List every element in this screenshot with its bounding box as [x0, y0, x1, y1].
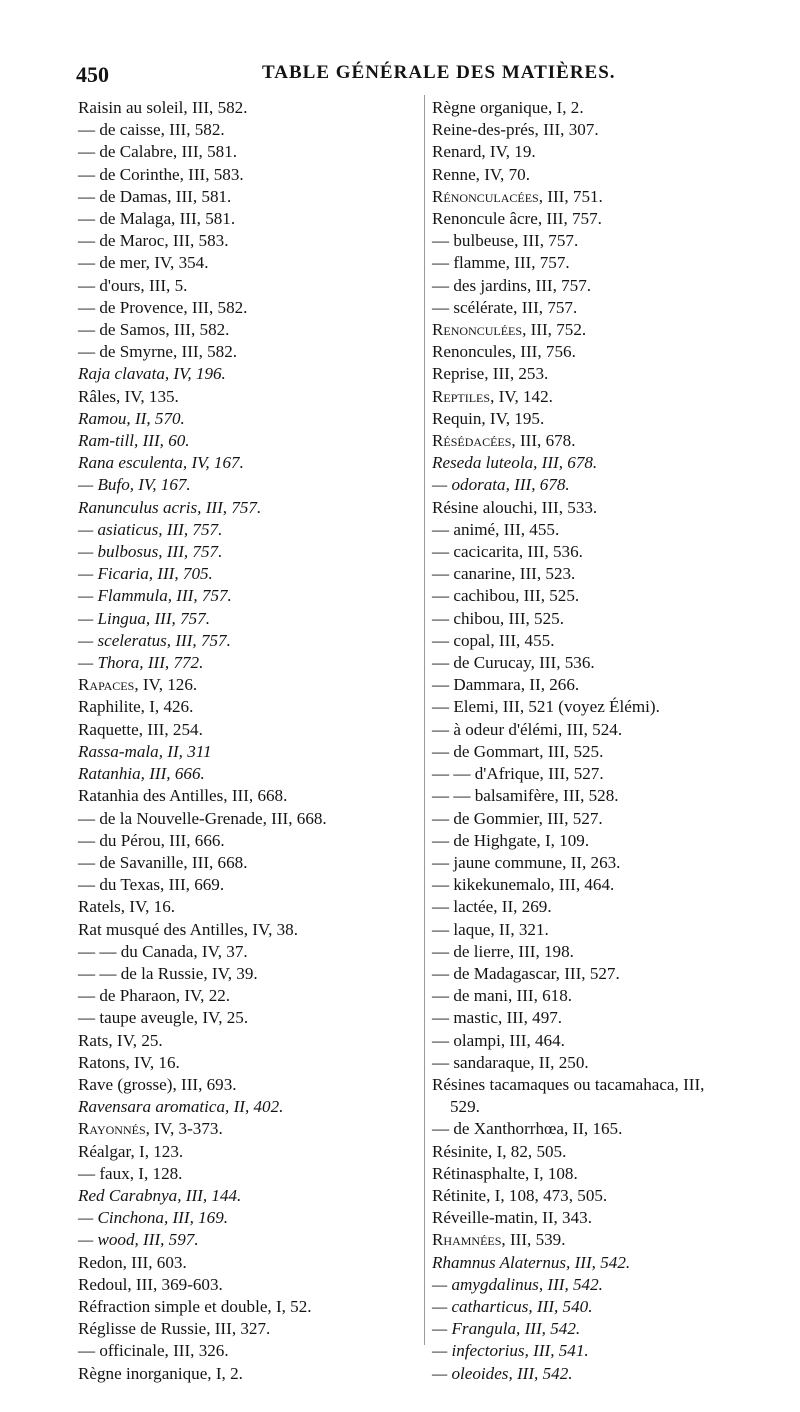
index-entry: Résines tacamaques ou tacamahaca, III,	[432, 1074, 705, 1094]
index-entry: Rapaces, IV, 126.	[78, 675, 198, 695]
index-entry: — de Gommart, III, 525.	[432, 741, 604, 761]
index-entry: — taupe aveugle, IV, 25.	[78, 1008, 249, 1028]
index-entry: — de mer, IV, 354.	[78, 253, 209, 273]
index-entry: — odorata, III, 678.	[432, 475, 570, 495]
index-entry: — du Pérou, III, 666.	[78, 830, 225, 850]
index-entry: Renoncules, III, 756.	[432, 342, 576, 362]
index-entry: — de Corinthe, III, 583.	[78, 164, 244, 184]
index-entry: — catharticus, III, 540.	[432, 1296, 593, 1316]
index-entry: — — du Canada, IV, 37.	[78, 941, 248, 961]
index-entry: — oleoides, III, 542.	[432, 1363, 573, 1383]
index-entry: — de mani, III, 618.	[432, 986, 573, 1006]
index-entry: Raisin au soleil, III, 582.	[78, 98, 248, 117]
index-entry: — canarine, III, 523.	[432, 564, 576, 584]
index-entry: 529.	[450, 1097, 480, 1117]
index-entry: — Thora, III, 772.	[78, 653, 204, 673]
index-entry: Rave (grosse), III, 693.	[78, 1074, 237, 1094]
index-entry: — copal, III, 455.	[432, 630, 555, 650]
index-entry: — — de la Russie, IV, 39.	[78, 963, 258, 983]
index-entry: — wood, III, 597.	[78, 1230, 199, 1250]
index-entry: — asiaticus, III, 757.	[78, 519, 223, 539]
index-entry: — Frangula, III, 542.	[432, 1319, 581, 1339]
index-entry: — amygdalinus, III, 542.	[432, 1274, 603, 1294]
index-entry: — de Smyrne, III, 582.	[78, 342, 238, 362]
index-entry: — de Samos, III, 582.	[78, 320, 230, 340]
index-entry: Rats, IV, 25.	[78, 1030, 163, 1050]
index-entry: Ratels, IV, 16.	[78, 897, 176, 917]
index-entry: Renard, IV, 19.	[432, 142, 536, 162]
index-entry: — de Madagascar, III, 527.	[432, 963, 620, 983]
index-entry: Rassa-mala, II, 311	[78, 741, 212, 761]
index-entry: Reprise, III, 253.	[432, 364, 549, 384]
index-entry: Résinite, I, 82, 505.	[432, 1141, 567, 1161]
index-entry: Raja clavata, IV, 196.	[78, 364, 226, 384]
index-entry: — flamme, III, 757.	[432, 253, 570, 273]
index-entry: — scélérate, III, 757.	[432, 297, 578, 317]
index-entry: Réalgar, I, 123.	[78, 1141, 184, 1161]
index-entry: — de Provence, III, 582.	[78, 297, 248, 317]
index-column-right	[432, 97, 784, 1385]
index-entry: Rayonnés, IV, 3-373.	[78, 1119, 223, 1139]
index-entry: Rhamnées, III, 539.	[432, 1230, 566, 1250]
index-entry: — Lingua, III, 757.	[78, 608, 211, 628]
index-entry: Rat musqué des Antilles, IV, 38.	[78, 919, 298, 939]
index-entry: — kikekunemalo, III, 464.	[432, 875, 615, 895]
index-entry: — — d'Afrique, III, 527.	[432, 764, 604, 784]
index-entry: — Cinchona, III, 169.	[78, 1208, 229, 1228]
index-entry: — officinale, III, 326.	[78, 1341, 229, 1361]
index-entry: — du Texas, III, 669.	[78, 875, 225, 895]
index-entry: Red Carabnya, III, 144.	[78, 1185, 242, 1205]
index-entry: — sceleratus, III, 757.	[78, 630, 231, 650]
index-entry: Renoncule âcre, III, 757.	[432, 209, 602, 229]
index-entry: Redon, III, 603.	[78, 1252, 187, 1272]
index-entry: Rétinite, I, 108, 473, 505.	[432, 1185, 608, 1205]
index-entry: — de la Nouvelle-Grenade, III, 668.	[78, 808, 327, 828]
index-entry: — sandaraque, II, 250.	[432, 1052, 589, 1072]
index-entry: — de Pharaon, IV, 22.	[78, 986, 231, 1006]
index-entry: — infectorius, III, 541.	[432, 1341, 589, 1361]
index-entry: — de Xanthorrhœa, II, 165.	[432, 1119, 623, 1139]
index-entry: — — balsamifère, III, 528.	[432, 786, 619, 806]
index-entry: — bulbeuse, III, 757.	[432, 231, 579, 251]
index-entry: Ram-till, III, 60.	[78, 431, 190, 451]
index-entry: Reine-des-prés, III, 307.	[432, 120, 599, 140]
index-entry: — Elemi, III, 521 (voyez Élémi).	[432, 697, 660, 717]
index-entry: Ratanhia, III, 666.	[78, 764, 205, 784]
index-entry: — Ficaria, III, 705.	[78, 564, 213, 584]
index-entry: — à odeur d'élémi, III, 524.	[432, 719, 623, 739]
index-entry: Rénonculacées, III, 751.	[432, 186, 603, 206]
index-entry: — Bufo, IV, 167.	[78, 475, 191, 495]
index-entry: — de Malaga, III, 581.	[78, 209, 236, 229]
index-entry: — de Calabre, III, 581.	[78, 142, 238, 162]
index-entry: Rana esculenta, IV, 167.	[78, 453, 244, 473]
index-entry: — cacicarita, III, 536.	[432, 542, 583, 562]
index-entry: — jaune commune, II, 263.	[432, 852, 621, 872]
index-entry: — des jardins, III, 757.	[432, 275, 592, 295]
index-entry: Raphilite, I, 426.	[78, 697, 194, 717]
index-entry: Règne organique, I, 2.	[432, 98, 584, 117]
index-entry: — Flammula, III, 757.	[78, 586, 232, 606]
index-entry: Ravensara aromatica, II, 402.	[78, 1097, 284, 1117]
running-title: TABLE GÉNÉRALE DES MATIÈRES.	[262, 62, 616, 83]
index-entry: — laque, II, 321.	[432, 919, 549, 939]
index-entry: — de Damas, III, 581.	[78, 186, 232, 206]
index-entry: Rhamnus Alaternus, III, 542.	[432, 1252, 631, 1272]
index-entry: Ramou, II, 570.	[78, 408, 185, 428]
index-entry: — de Gommier, III, 527.	[432, 808, 603, 828]
index-entry: — cachibou, III, 525.	[432, 586, 580, 606]
index-entry: Ratons, IV, 16.	[78, 1052, 180, 1072]
index-entry: Réveille-matin, II, 343.	[432, 1208, 592, 1228]
index-entry: — de Savanille, III, 668.	[78, 852, 248, 872]
index-entry: — mastic, III, 497.	[432, 1008, 563, 1028]
index-entry: — faux, I, 128.	[78, 1163, 183, 1183]
index-entry: Réfraction simple et double, I, 52.	[78, 1296, 312, 1316]
index-entry: Rétinasphalte, I, 108.	[432, 1163, 578, 1183]
index-entry: Requin, IV, 195.	[432, 408, 545, 428]
index-entry: — Dammara, II, 266.	[432, 675, 580, 695]
index-entry: — olampi, III, 464.	[432, 1030, 565, 1050]
index-entry: Résine alouchi, III, 533.	[432, 497, 598, 517]
index-entry: Redoul, III, 369-603.	[78, 1274, 223, 1294]
index-entry: — de Curucay, III, 536.	[432, 653, 595, 673]
index-entry: Renonculées, III, 752.	[432, 320, 587, 340]
index-entry: Règne inorganique, I, 2.	[78, 1363, 243, 1383]
index-column-left	[78, 97, 420, 1385]
index-entry: Raquette, III, 254.	[78, 719, 203, 739]
index-entry: — de caisse, III, 582.	[78, 120, 225, 140]
index-entry: — animé, III, 455.	[432, 519, 560, 539]
index-entry: Résédacées, III, 678.	[432, 431, 576, 451]
index-entry: — chibou, III, 525.	[432, 608, 564, 628]
index-entry: — de lierre, III, 198.	[432, 941, 574, 961]
index-entry: Renne, IV, 70.	[432, 164, 530, 184]
index-entry: — lactée, II, 269.	[432, 897, 552, 917]
index-entry: Ranunculus acris, III, 757.	[78, 497, 262, 517]
column-divider	[424, 95, 425, 1345]
index-entry: Réglisse de Russie, III, 327.	[78, 1319, 271, 1339]
index-entry: — d'ours, III, 5.	[78, 275, 188, 295]
index-entry: — de Highgate, I, 109.	[432, 830, 590, 850]
index-entry: Reptiles, IV, 142.	[432, 386, 553, 406]
index-entry: Reseda luteola, III, 678.	[432, 453, 598, 473]
index-entry: — de Maroc, III, 583.	[78, 231, 229, 251]
index-entry: Râles, IV, 135.	[78, 386, 179, 406]
index-entry: — bulbosus, III, 757.	[78, 542, 223, 562]
index-entry: Ratanhia des Antilles, III, 668.	[78, 786, 288, 806]
page-number: 450	[76, 62, 109, 87]
